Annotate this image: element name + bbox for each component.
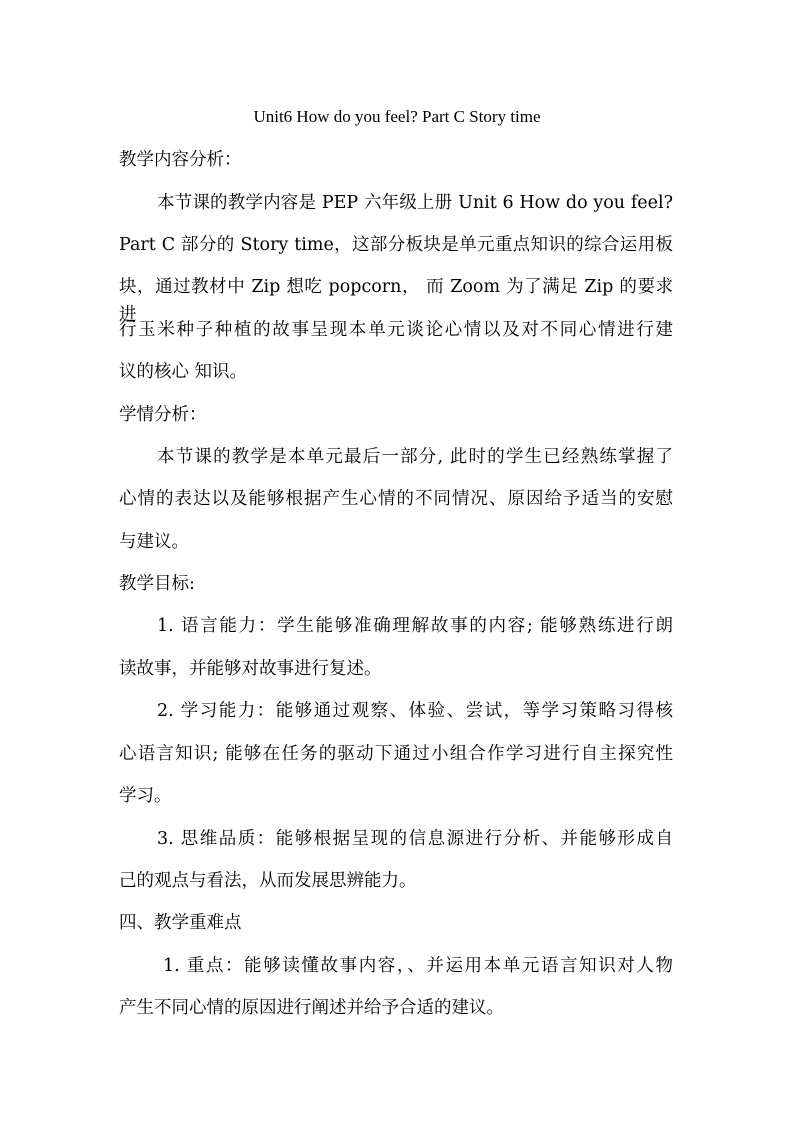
objective-line: 学习。: [119, 786, 172, 806]
paragraph-line: 与建议。: [119, 532, 189, 552]
objective-line: 2. 学习能力：能够通过观察、体验、尝试，等学习策略习得核: [157, 701, 673, 721]
objective-line: 1. 语言能力：学生能够准确理解故事的内容; 能够熟练进行朗: [157, 616, 673, 636]
paragraph-line: 本节课的教学内容是 PEP 六年级上册 Unit 6 How do you feel?: [157, 193, 673, 213]
objective-line: 心语言知识; 能够在任务的驱动下通过小组合作学习进行自主探究性: [119, 744, 673, 764]
heading-teaching-objectives: 教学目标:: [119, 574, 195, 594]
objective-line: 读故事，并能够对故事进行复述。: [119, 659, 382, 679]
key-point-line: 产生不同心情的原因进行阐述并给予合适的建议。: [119, 998, 504, 1018]
document-title: Unit6 How do you feel? Part C Story time: [253, 107, 541, 126]
paragraph-line: 块，通过教材中 Zip 想吃 popcorn， 而 Zoom 为了满足 Zip 的要求进: [119, 277, 673, 325]
paragraph-line: 心情的表达以及能够根据产生心情的不同情况、原因给予适当的安慰: [119, 489, 673, 509]
paragraph-line: 议的核心 知识。: [119, 362, 248, 382]
paragraph-line: 行玉米种子种植的故事呈现本单元谈论心情以及对不同心情进行建: [119, 320, 673, 340]
objective-line: 3. 思维品质：能够根据呈现的信息源进行分析、并能够形成自: [157, 829, 673, 849]
heading-content-analysis: 教学内容分析：: [119, 150, 242, 170]
objective-line: 己的观点与看法，从而发展思辨能力。: [119, 871, 417, 891]
key-point-line: 1. 重点：能够读懂故事内容，、并运用本单元语言知识对人物: [163, 956, 673, 976]
paragraph-line: Part C 部分的 Story time，这部分板块是单元重点知识的综合运用板: [119, 235, 673, 255]
heading-key-difficulties: 四、教学重难点: [119, 913, 242, 933]
paragraph-line: 本节课的教学是本单元最后一部分, 此时的学生已经熟练掌握了: [157, 447, 673, 467]
heading-learner-analysis: 学情分析：: [119, 405, 207, 425]
